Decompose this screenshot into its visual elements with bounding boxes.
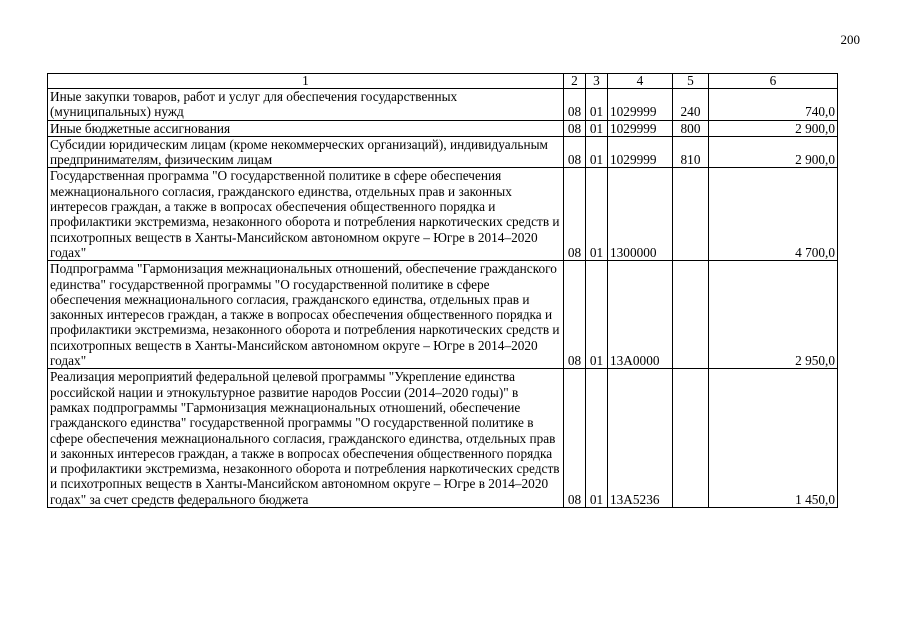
row-name: Иные закупки товаров, работ и услуг для обеспечения государственных (муниципальных) нужд [48, 89, 564, 121]
row-section: 08 [564, 369, 586, 508]
row-subsection: 01 [586, 89, 608, 121]
row-amount: 740,0 [709, 89, 838, 121]
row-expense-type: 810 [673, 136, 709, 168]
row-amount: 4 700,0 [709, 168, 838, 261]
row-expense-type [673, 369, 709, 508]
row-expense-type: 800 [673, 120, 709, 136]
table-row [48, 168, 838, 261]
row-subsection: 01 [586, 261, 608, 369]
header-col-1: 1 [48, 74, 564, 89]
header-col-3: 3 [586, 74, 608, 89]
page-number: 200 [840, 32, 860, 47]
table-row [48, 89, 838, 121]
row-name: Государственная программа "О государственной политике в сфере обеспечения межнационального согласия, гражданского единства, отдельных прав и законных интересов граждан, а также в вопросах обеспечения общественного порядка и профилактики экстремизма, незаконного оборота и потребления наркотических средств и психотропных веществ в Ханты-Мансийском автономном округе – Югре в 2014–2020 годах" [48, 168, 564, 261]
row-target-code: 1029999 [608, 89, 673, 121]
header-col-5: 5 [673, 74, 709, 89]
table-row [48, 136, 838, 168]
header-row [48, 74, 838, 89]
row-amount: 2 900,0 [709, 120, 838, 136]
budget-table [47, 73, 838, 508]
row-target-code: 1029999 [608, 120, 673, 136]
row-subsection: 01 [586, 136, 608, 168]
row-section: 08 [564, 89, 586, 121]
header-col-4: 4 [608, 74, 673, 89]
row-name: Иные бюджетные ассигнования [48, 120, 564, 136]
row-section: 08 [564, 120, 586, 136]
row-subsection: 01 [586, 369, 608, 508]
header-col-6: 6 [709, 74, 838, 89]
table-row [48, 261, 838, 369]
row-subsection: 01 [586, 120, 608, 136]
row-section: 08 [564, 136, 586, 168]
row-target-code: 13А5236 [608, 369, 673, 508]
row-section: 08 [564, 168, 586, 261]
row-amount: 2 950,0 [709, 261, 838, 369]
row-name: Субсидии юридическим лицам (кроме некоммерческих организаций), индивидуальным предпринимателям, физическим лицам [48, 136, 564, 168]
row-target-code: 1029999 [608, 136, 673, 168]
row-expense-type: 240 [673, 89, 709, 121]
row-name: Реализация мероприятий федеральной целевой программы "Укрепление единства российской нации и этнокультурное развитие народов России (2014–2020 годы)" в рамках подпрограммы "Гармонизация межнациональных отношений, обеспечение гражданского единства" государственной программы "О государственной политике в сфере обеспечения межнационального согласия, гражданского единства, отдельных прав и законных интересов граждан, а также в вопросах обеспечения общественного порядка и профилактики экстремизма, незаконного оборота и потребления наркотических средств и психотропных веществ в Ханты-Мансийском автономном округе – Югре в 2014–2020 годах" за счет средств федерального бюджета [48, 369, 564, 508]
row-target-code: 13А0000 [608, 261, 673, 369]
row-name: Подпрограмма "Гармонизация межнациональных отношений, обеспечение гражданского единства" государственной программы "О государственной политике в сфере обеспечения межнационального согласия, гражданского единства, отдельных прав и законных интересов граждан, а также в вопросах обеспечения общественного порядка и профилактики экстремизма, незаконного оборота и потребления наркотических средств и психотропных веществ в Ханты-Мансийском автономном округе – Югре в 2014–2020 годах" [48, 261, 564, 369]
row-amount: 2 900,0 [709, 136, 838, 168]
row-section: 08 [564, 261, 586, 369]
header-col-2: 2 [564, 74, 586, 89]
row-expense-type [673, 261, 709, 369]
table-row [48, 120, 838, 136]
table-row [48, 369, 838, 508]
row-amount: 1 450,0 [709, 369, 838, 508]
row-subsection: 01 [586, 168, 608, 261]
row-expense-type [673, 168, 709, 261]
row-target-code: 1300000 [608, 168, 673, 261]
